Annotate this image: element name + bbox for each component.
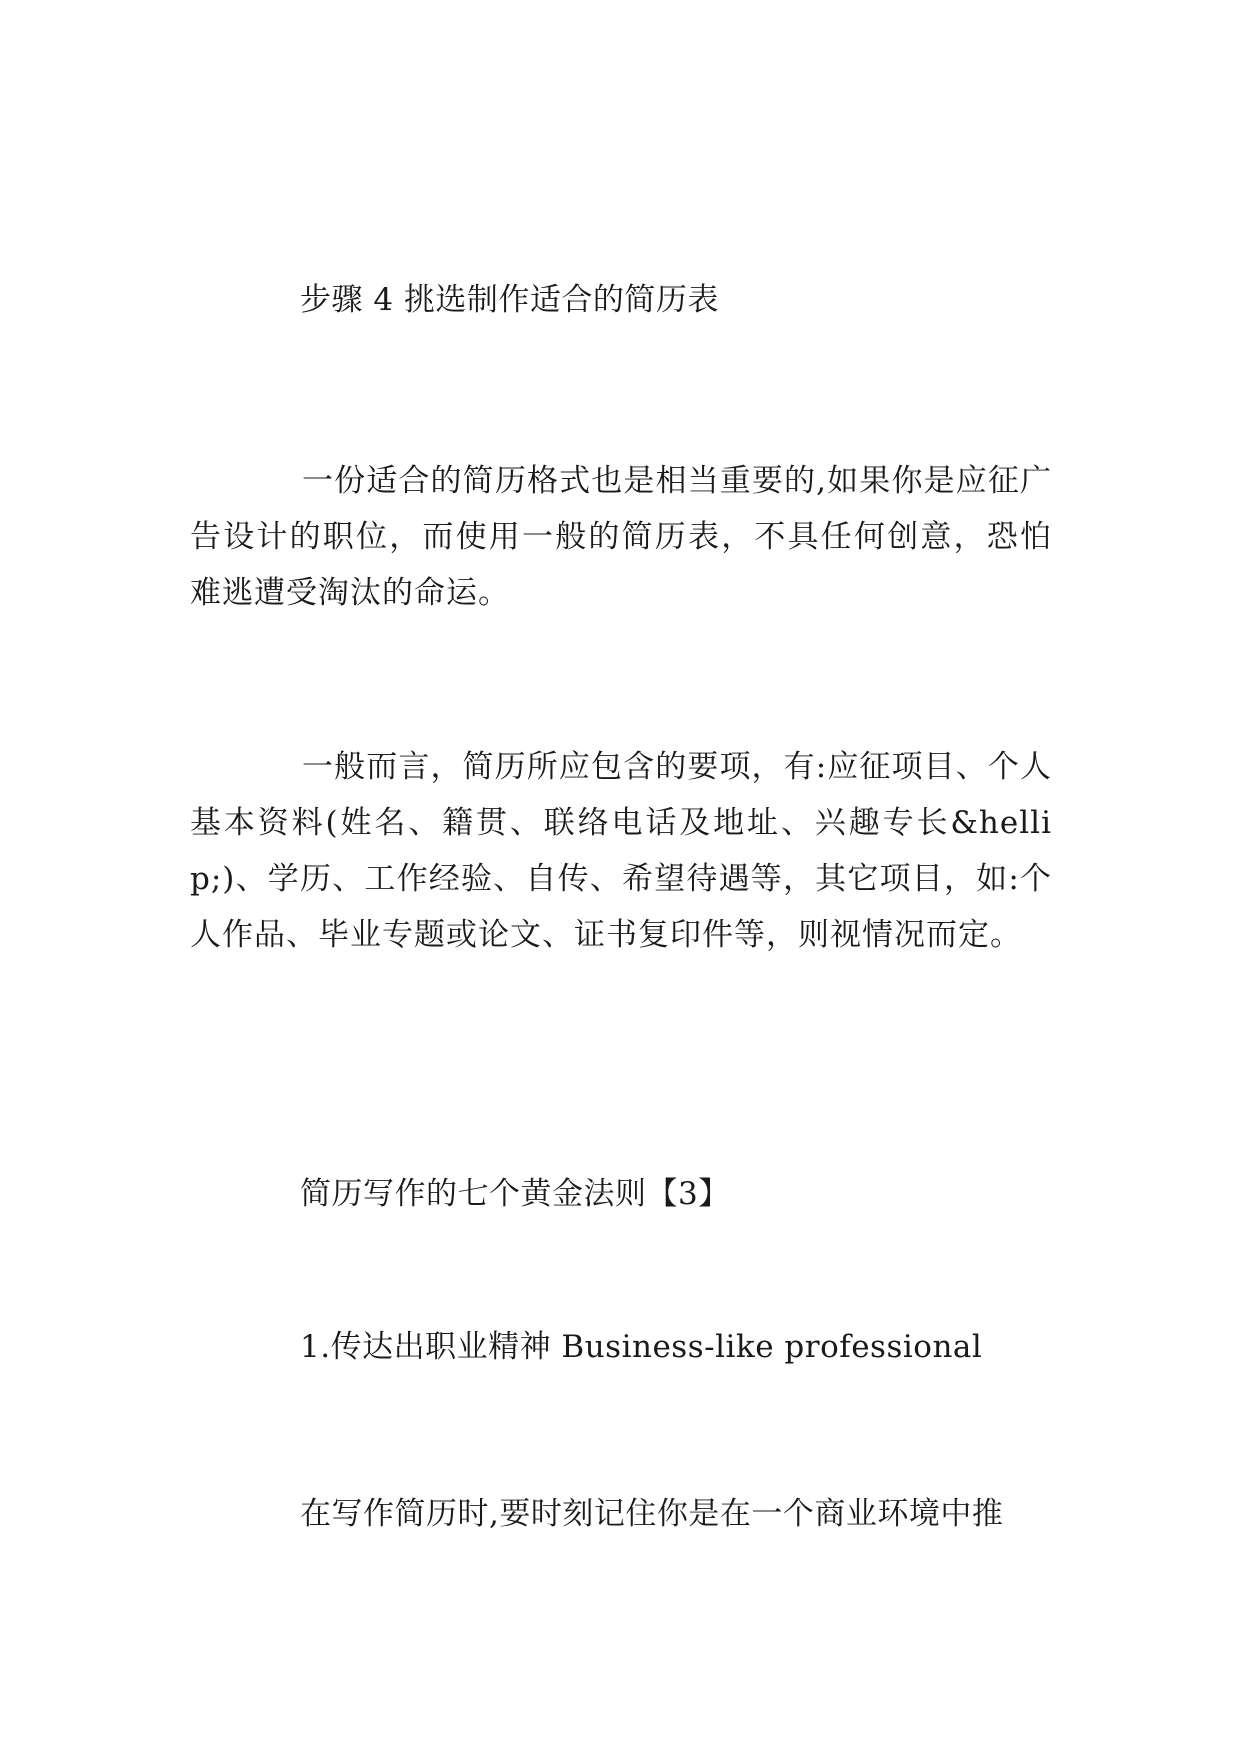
- rule-1-heading: 1.传达出职业精神 Business-like professional: [300, 1329, 983, 1365]
- paragraph-resume-format: 一份适合的简历格式也是相当重要的,如果你是应征广告设计的职位，而使用一般的简历表，不具任何创意，恐怕难逃遭受淘汰的命运。: [190, 463, 1052, 611]
- step4-heading: 步骤 4 挑选制作适合的简历表: [300, 282, 719, 318]
- section-heading-golden-rules: 简历写作的七个黄金法则【3】: [300, 1176, 730, 1212]
- paragraph-resume-items: 一般而言，简历所应包含的要项，有:应征项目、个人基本资料(姓名、籍贯、联络电话及地址、兴趣专长&hellip;)、学历、工作经验、自传、希望待遇等，其它项目，如:个人作品、毕业专题或论文、证书复印件等，则视情况而定。: [190, 749, 1052, 953]
- paragraph-rule-1-start: 在写作简历时,要时刻记住你是在一个商业环境中推: [300, 1496, 1004, 1532]
